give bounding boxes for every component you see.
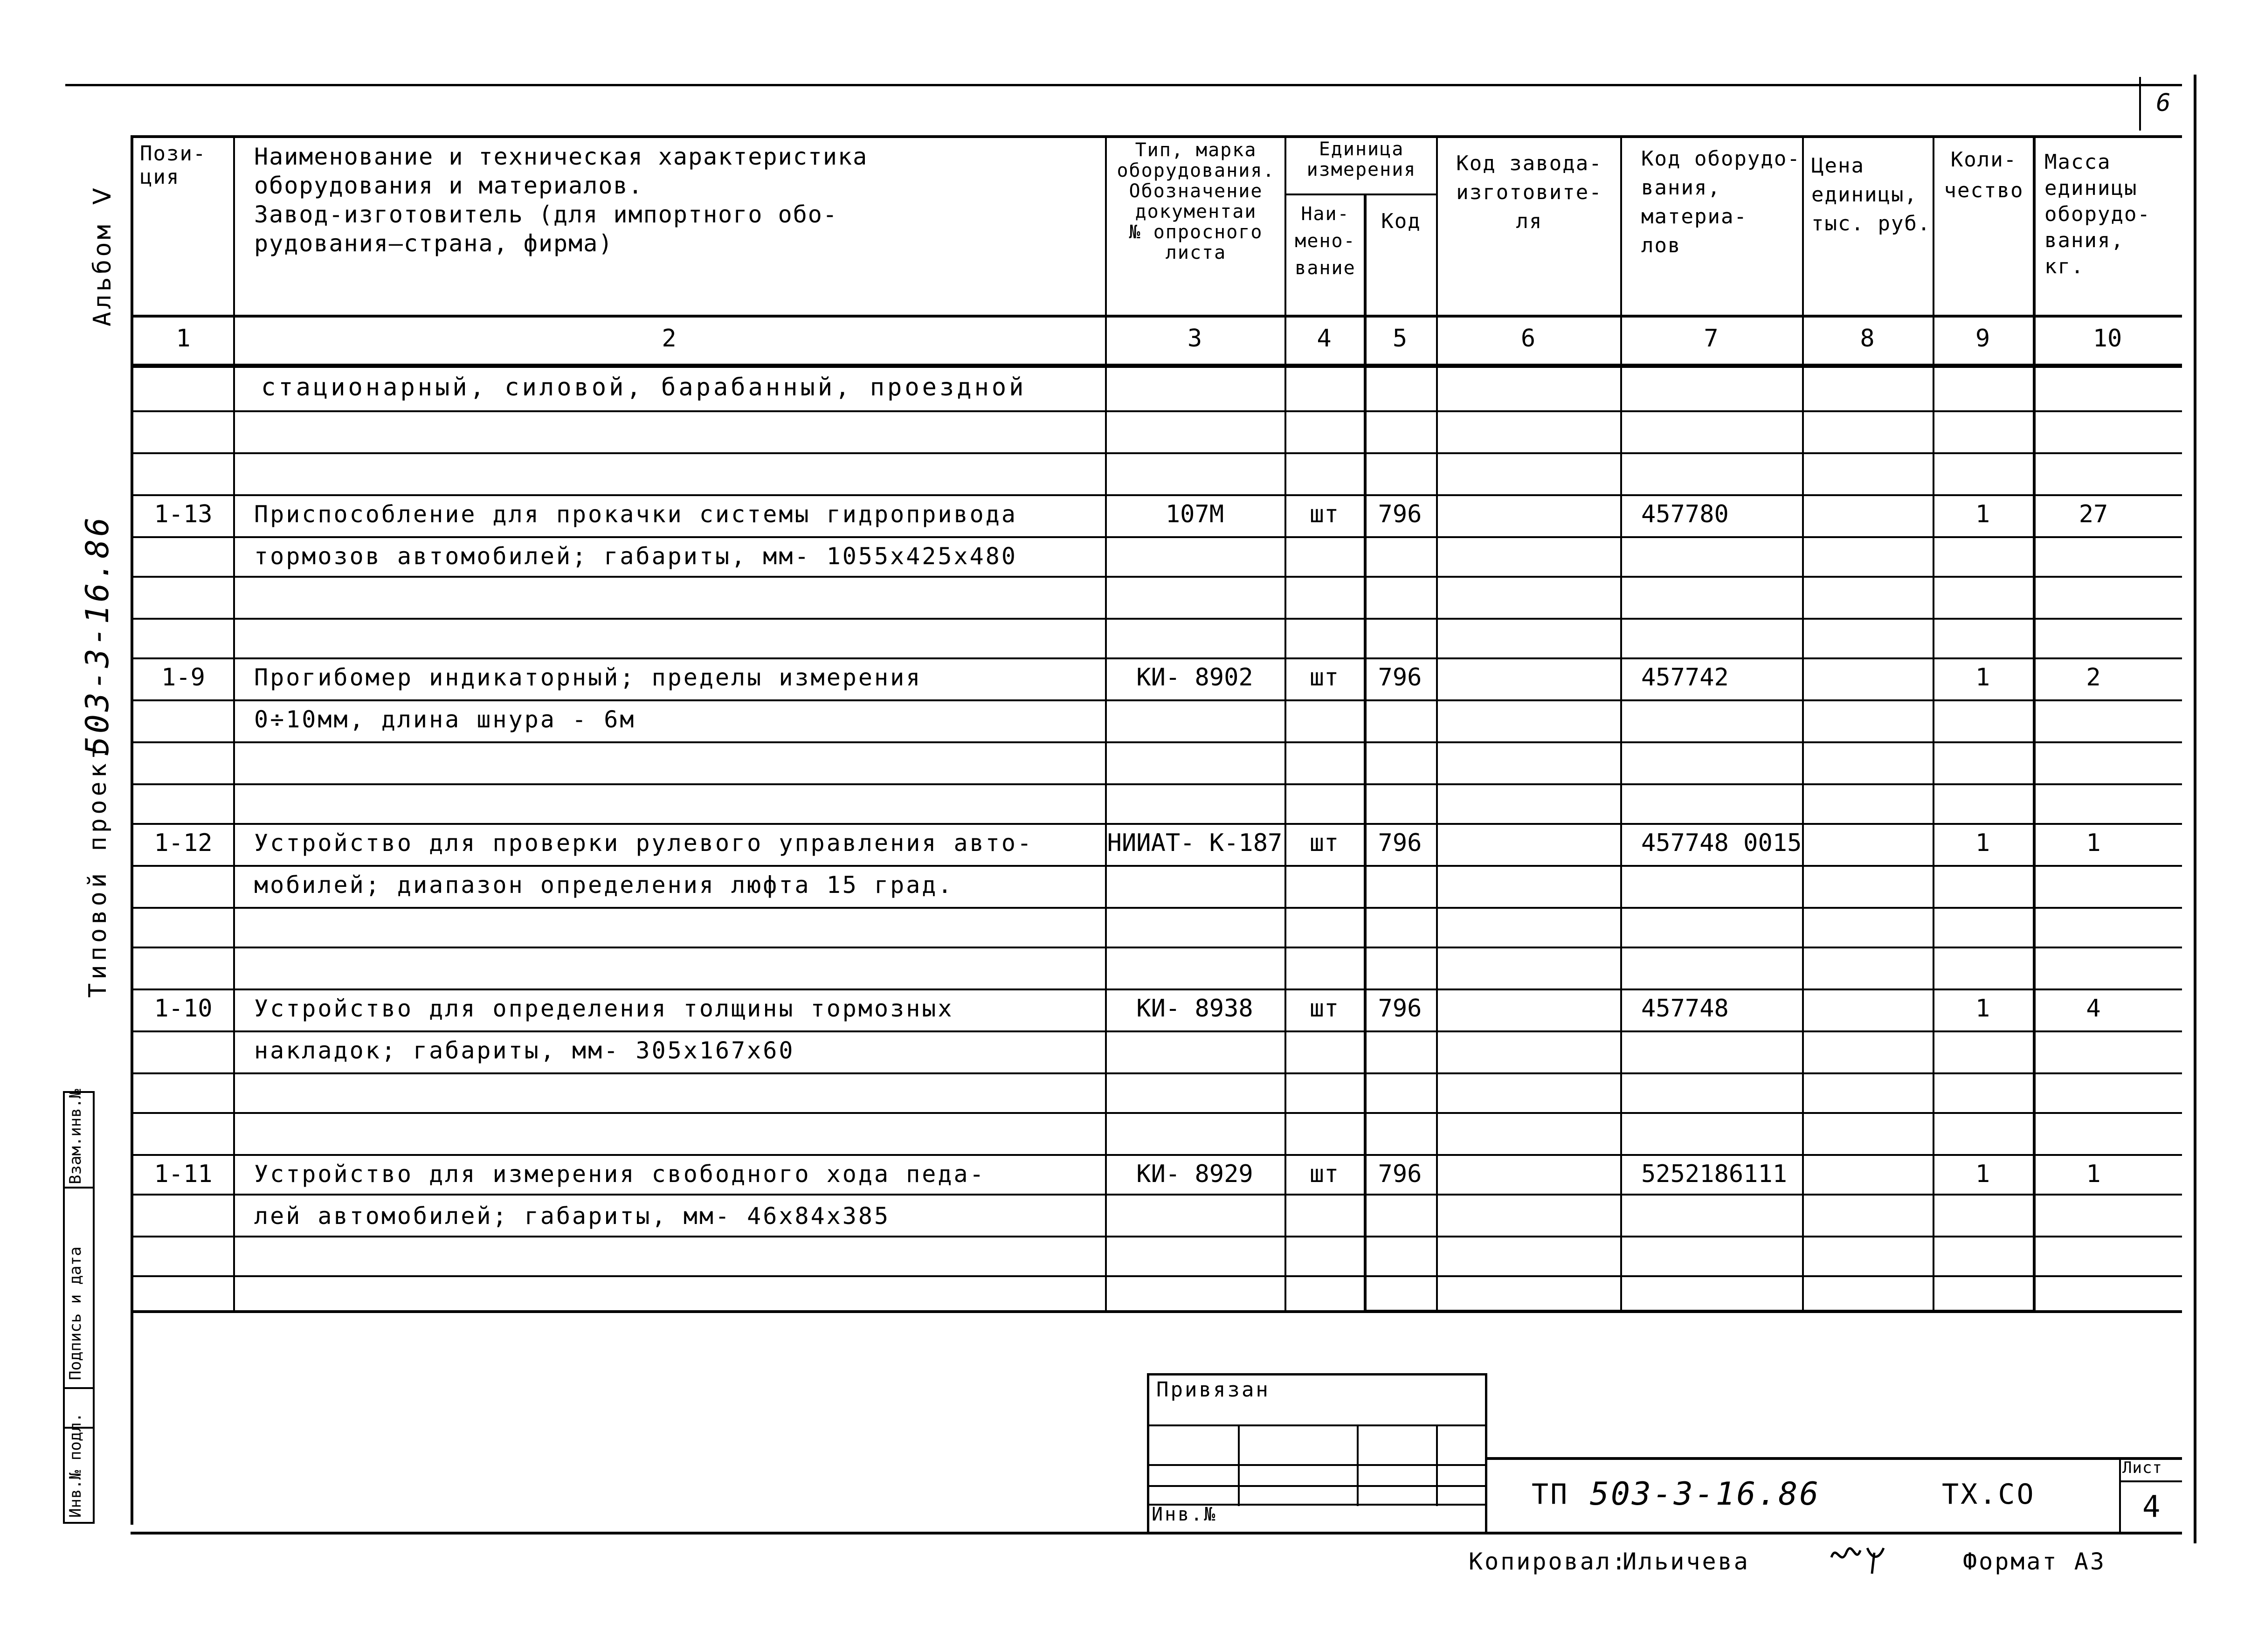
row-unit-code: 796 — [1378, 829, 1422, 857]
row-name-line-2: накладок; габариты, мм- 305х167х60 — [254, 1037, 795, 1064]
colnum-6: 6 — [1520, 325, 1536, 353]
row-name-line-1: Приспособление для прокачки системы гидропривода — [254, 501, 1017, 528]
header-unit-name: Наи- мено- вание — [1295, 203, 1356, 279]
row-unit-code: 796 — [1378, 995, 1422, 1023]
row-name-line-2: тормозов автомобилей; габариты, мм- 1055х425х480 — [254, 543, 1017, 570]
header-mass: Масса единицы оборудо- вания, кг. — [2044, 150, 2151, 278]
side-stamp-div-1 — [63, 1187, 93, 1189]
format-label: Формат А3 — [1963, 1548, 2106, 1575]
row-unit-code: 796 — [1378, 664, 1422, 691]
doc-code-prefix: ТП — [1532, 1478, 1569, 1511]
top-border-line — [65, 84, 2182, 86]
colnum-2: 2 — [662, 325, 677, 353]
sign-date-label: Подпись и дата — [66, 1246, 85, 1380]
sheet-number: 4 — [2142, 1490, 2162, 1524]
header-price: Цена единицы, тыс. руб. — [1811, 154, 1931, 235]
title-block-top — [1487, 1457, 2182, 1460]
project-code-label: 503-3-16.86 — [79, 514, 116, 755]
privyazan-col-2 — [1357, 1424, 1359, 1506]
colnum-9: 9 — [1975, 325, 1990, 353]
row-mass: 1 — [2086, 829, 2101, 857]
header-unit-group: Единица измерения — [1306, 138, 1416, 180]
sheet-label: Лист — [2122, 1458, 2162, 1477]
row-equip-code: 457742 — [1641, 664, 1729, 691]
row-equip-code: 457748 0015 — [1641, 829, 1802, 857]
privyazan-col-1 — [1238, 1424, 1240, 1506]
row-type: КИ- 8929 — [1136, 1160, 1253, 1188]
row-qty: 1 — [1975, 500, 1990, 528]
col-line-2 — [1105, 135, 1107, 1310]
copied-label: Копировал: — [1469, 1548, 1628, 1575]
table-bottom-line — [131, 1310, 2182, 1313]
copier-name: Ильичева — [1623, 1548, 1750, 1575]
privyazan-col-3 — [1436, 1424, 1438, 1506]
header-unit-code: Код — [1381, 209, 1421, 233]
header-maker-code: Код завода- изготовите- ля — [1456, 152, 1602, 233]
row-mass: 4 — [2086, 995, 2101, 1023]
row-equip-code: 457780 — [1641, 500, 1729, 528]
row-name-line-2: мобилей; диапазон определения люфта 15 град. — [254, 871, 954, 899]
colnum-1: 1 — [176, 325, 191, 353]
row-name-line-1: Прогибомер индикаторный; пределы измерения — [254, 664, 922, 691]
doc-code: 503-3-16.86 — [1590, 1476, 1821, 1513]
frame-top-line — [131, 135, 2182, 138]
row-qty: 1 — [1975, 829, 1990, 857]
frame-bottom-line — [131, 1532, 2182, 1534]
row-type: КИ- 8902 — [1136, 664, 1253, 691]
row-name-line-2: лей автомобилей; габариты, мм- 46х84х385 — [254, 1203, 891, 1230]
title-block-sheet-sep — [2119, 1457, 2121, 1534]
row-position: 1-9 — [161, 664, 205, 691]
row-unit: шт — [1309, 1160, 1339, 1188]
row-name-line-1: Устройство для определения толщины тормозных — [254, 995, 954, 1022]
side-stamp-div-2 — [63, 1387, 93, 1389]
colnum-4: 4 — [1317, 325, 1332, 353]
continuation-line: стационарный, силовой, барабанный, проездной — [261, 373, 1027, 401]
header-equip-code: Код оборудо- вания, материа- лов — [1641, 147, 1801, 257]
header-bottom-line — [131, 315, 2182, 318]
col-line-1 — [233, 135, 235, 1310]
row-position: 1-12 — [154, 829, 213, 857]
colnum-10: 10 — [2092, 325, 2122, 353]
row-name-line-2: 0÷10мм, длина шнура - 6м — [254, 706, 636, 733]
row-position: 1-13 — [154, 500, 213, 528]
row-equip-code: 5252186111 — [1641, 1160, 1788, 1188]
col-line-3 — [1284, 135, 1286, 1310]
colnum-8: 8 — [1860, 325, 1875, 353]
inv-podl-label: Инв.№ подл. — [66, 1412, 85, 1518]
row-type: 107М — [1165, 500, 1224, 528]
title-block-sheet-line — [2119, 1480, 2182, 1482]
header-type: Тип, марка оборудования. Обозначение документаи № опросного листа — [1117, 139, 1275, 263]
row-unit-code: 796 — [1378, 500, 1422, 528]
row-position: 1-11 — [154, 1160, 213, 1188]
privyazan-label: Привязан — [1156, 1378, 1270, 1402]
row-mass: 1 — [2086, 1160, 2101, 1188]
unit-split-line — [1284, 194, 1436, 195]
row-mass: 2 — [2086, 664, 2101, 691]
row-equip-code: 457748 — [1641, 995, 1729, 1023]
row-type: КИ- 8938 — [1136, 995, 1253, 1023]
row-qty: 1 — [1975, 995, 1990, 1023]
colnum-7: 7 — [1704, 325, 1719, 353]
header-position: Пози- ция — [140, 142, 207, 189]
album-label: Альбом Ⅴ — [89, 185, 117, 326]
row-unit-code: 796 — [1378, 1160, 1422, 1188]
sheet-corner-number: 6 — [2156, 89, 2171, 117]
row-name-line-1: Устройство для измерения свободного хода педа- — [254, 1161, 986, 1188]
vzam-inv-label: Взам.инв.№ — [66, 1089, 85, 1184]
header-qty: Коли- чество — [1944, 148, 2024, 202]
row-qty: 1 — [1975, 1160, 1990, 1188]
copier-signature — [1828, 1539, 1893, 1576]
row-unit: шт — [1309, 995, 1339, 1023]
row-name-line-1: Устройство для проверки рулевого управления авто- — [254, 829, 1034, 857]
doc-mark: ТХ.СО — [1942, 1478, 2036, 1511]
row-type: НИИАТ- К-187 — [1107, 829, 1283, 857]
row-unit: шт — [1309, 829, 1339, 857]
project-prefix-label: Типовой проект — [84, 741, 112, 998]
row-unit: шт — [1309, 500, 1339, 528]
colnum-5: 5 — [1392, 325, 1408, 353]
row-mass: 27 — [2078, 500, 2108, 528]
frame-right-line — [2194, 75, 2196, 1543]
row-qty: 1 — [1975, 664, 1990, 691]
row-position: 1-10 — [154, 995, 213, 1023]
colnum-3: 3 — [1187, 325, 1202, 353]
inv-no-label: Инв.№ — [1152, 1504, 1217, 1525]
row-unit: шт — [1309, 664, 1339, 691]
header-name: Наименование и техническая характеристика оборудования и материалов. Завод-изготовитель (для импортного обо- рудования—страна, фирма) — [254, 143, 868, 257]
